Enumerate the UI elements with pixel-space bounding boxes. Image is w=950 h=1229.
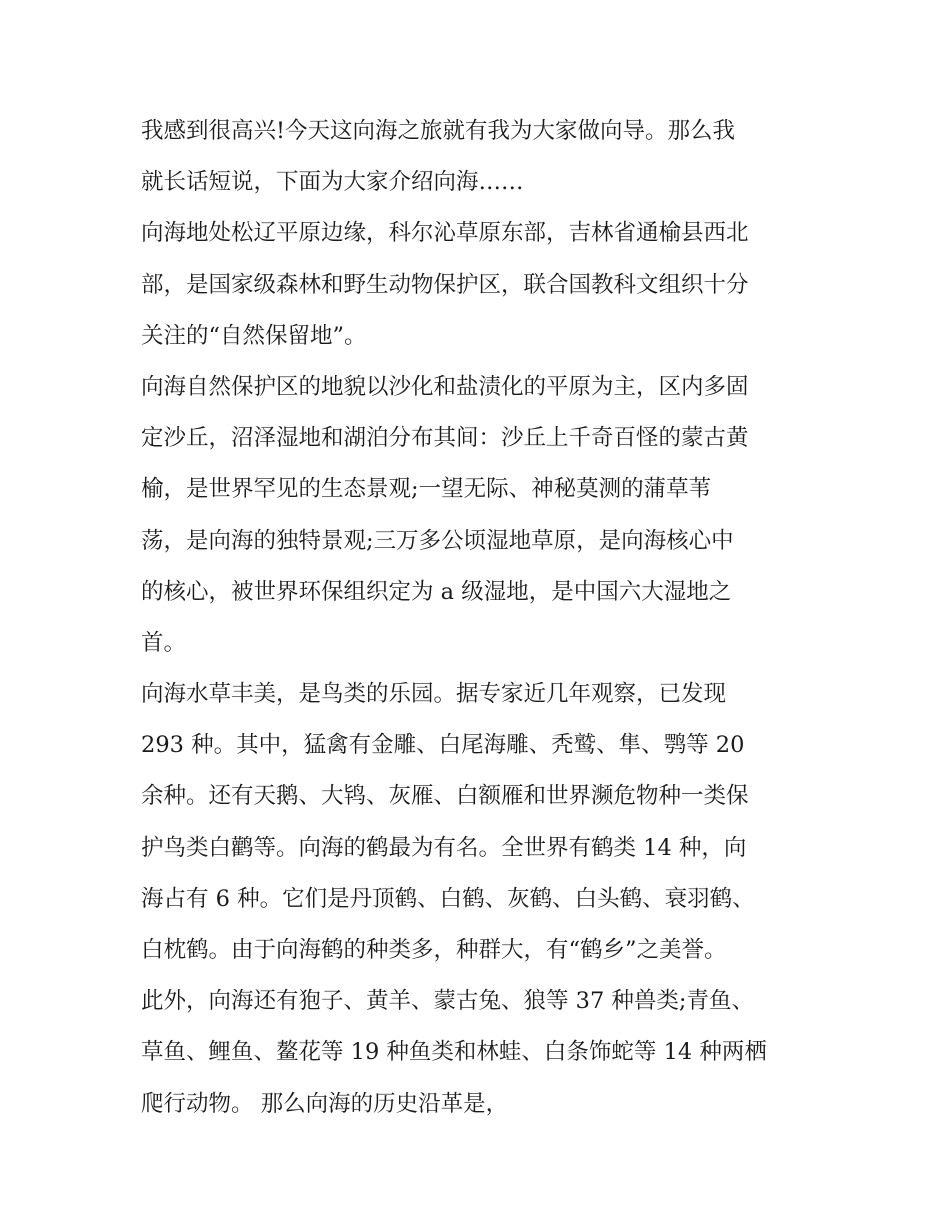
text-line: 关注的“自然保留地”。	[141, 322, 367, 349]
text-line: 的核心，被世界环保组织定为 a 级湿地，是中国六大湿地之	[141, 578, 732, 605]
text-line: 海占有 6 种。它们是丹顶鹤、白鹤、灰鹤、白头鹤、衰羽鹤、	[141, 885, 755, 912]
text-line: 我感到很高兴!今天这向海之旅就有我为大家做向导。那么我	[141, 118, 736, 144]
text-line: 向海自然保护区的地貌以沙化和盐渍化的平原为主，区内多固	[141, 373, 749, 400]
text-line: 向海地处松辽平原边缘，科尔沁草原东部，吉林省通榆县西北	[141, 220, 749, 247]
text-line: 首。	[141, 629, 187, 656]
text-line: 榆，是世界罕见的生态景观;一望无际、神秘莫测的蒲草苇	[141, 476, 712, 503]
document-body	[141, 106, 831, 1130]
text-line: 爬行动物。 那么向海的历史沿革是，	[141, 1090, 509, 1117]
text-line: 白枕鹤。由于向海鹤的种类多，种群大，有“鹤乡”之美誉。	[141, 937, 727, 963]
text-line: 就长话短说，下面为大家介绍向海……	[141, 169, 524, 196]
text-line: 部，是国家级森林和野生动物保护区，联合国教科文组织十分	[141, 271, 749, 298]
text-line: 向海水草丰美，是鸟类的乐园。据专家近几年观察，已发现	[141, 681, 727, 708]
text-line: 293 种。其中，猛禽有金雕、白尾海雕、秃鹫、隼、鹗等 20	[141, 732, 745, 759]
text-line: 此外，向海还有狍子、黄羊、蒙古兔、狼等 37 种兽类;青鱼、	[141, 988, 755, 1015]
text-line: 余种。还有天鹅、大鸨、灰雁、白额雁和世界濒危物种一类保	[141, 783, 749, 810]
text-line: 荡，是向海的独特景观;三万多公顷湿地草原，是向海核心中	[141, 527, 734, 554]
text-line: 定沙丘，沼泽湿地和湖泊分布其间：沙丘上千奇百怪的蒙古黄	[141, 425, 749, 452]
text-line: 护鸟类白鹳等。向海的鹤最为有名。全世界有鹤类 14 种，向	[141, 834, 747, 861]
text-line: 草鱼、鲤鱼、鳌花等 19 种鱼类和林蛙、白条饰蛇等 14 种两栖	[141, 1039, 767, 1066]
